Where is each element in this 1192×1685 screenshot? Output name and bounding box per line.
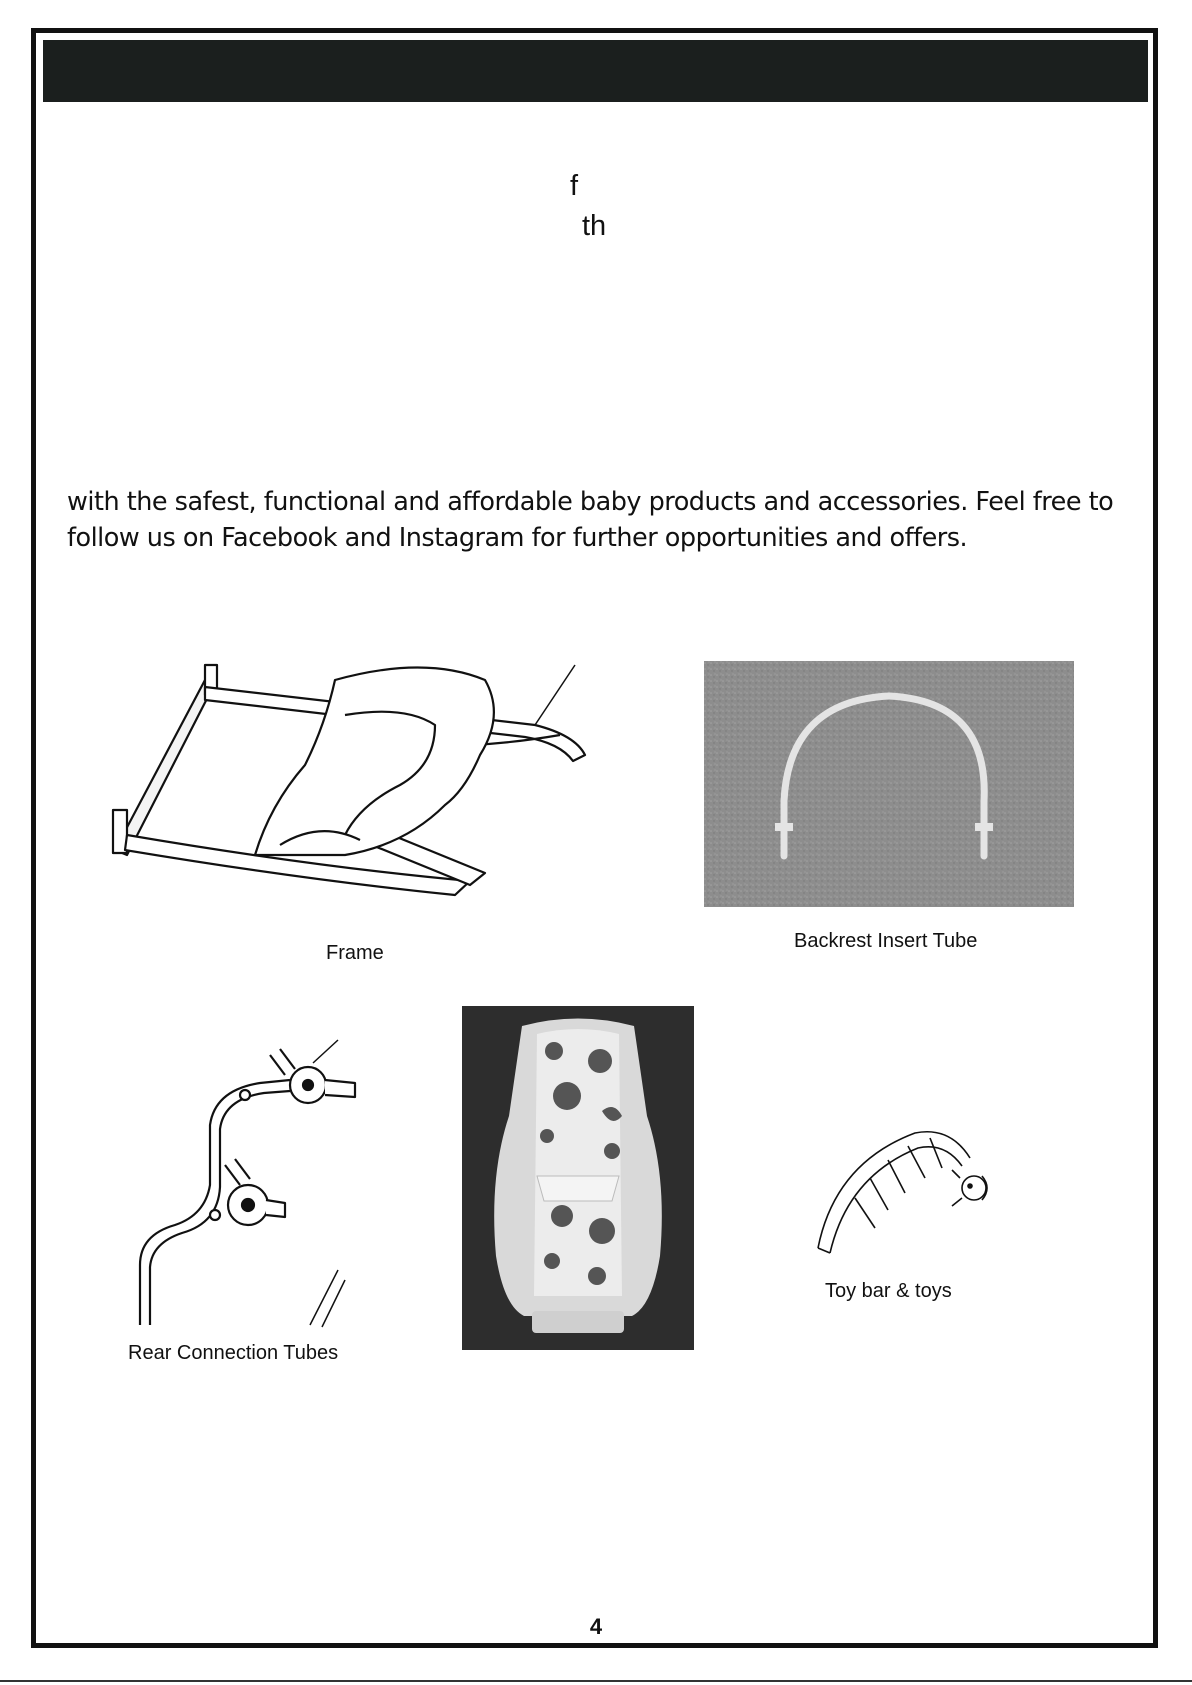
heading-fragment-f: f [570, 170, 579, 202]
caption-toy-bar: Toy bar & toys [825, 1280, 952, 1302]
heading-fragment-th: th [582, 210, 607, 242]
page-number: 4 [589, 1614, 603, 1639]
rear-connection-tubes-illustration [130, 1035, 370, 1330]
header-bar [43, 40, 1148, 102]
bottom-rule [0, 1680, 1192, 1682]
seat-fabric-photo [462, 1006, 694, 1350]
caption-frame: Frame [326, 942, 384, 964]
caption-backrest-insert-tube: Backrest Insert Tube [794, 930, 978, 952]
toy-bar-illustration [810, 1118, 990, 1258]
backrest-insert-tube-photo [704, 661, 1074, 907]
caption-rear-connection-tubes: Rear Connection Tubes [128, 1342, 339, 1364]
frame-illustration [105, 645, 625, 905]
intro-paragraph: with the safest, functional and affordable baby products and accessories. Feel free to follow us on Facebook and Instagram for further opportunities and offers. [67, 487, 1114, 553]
